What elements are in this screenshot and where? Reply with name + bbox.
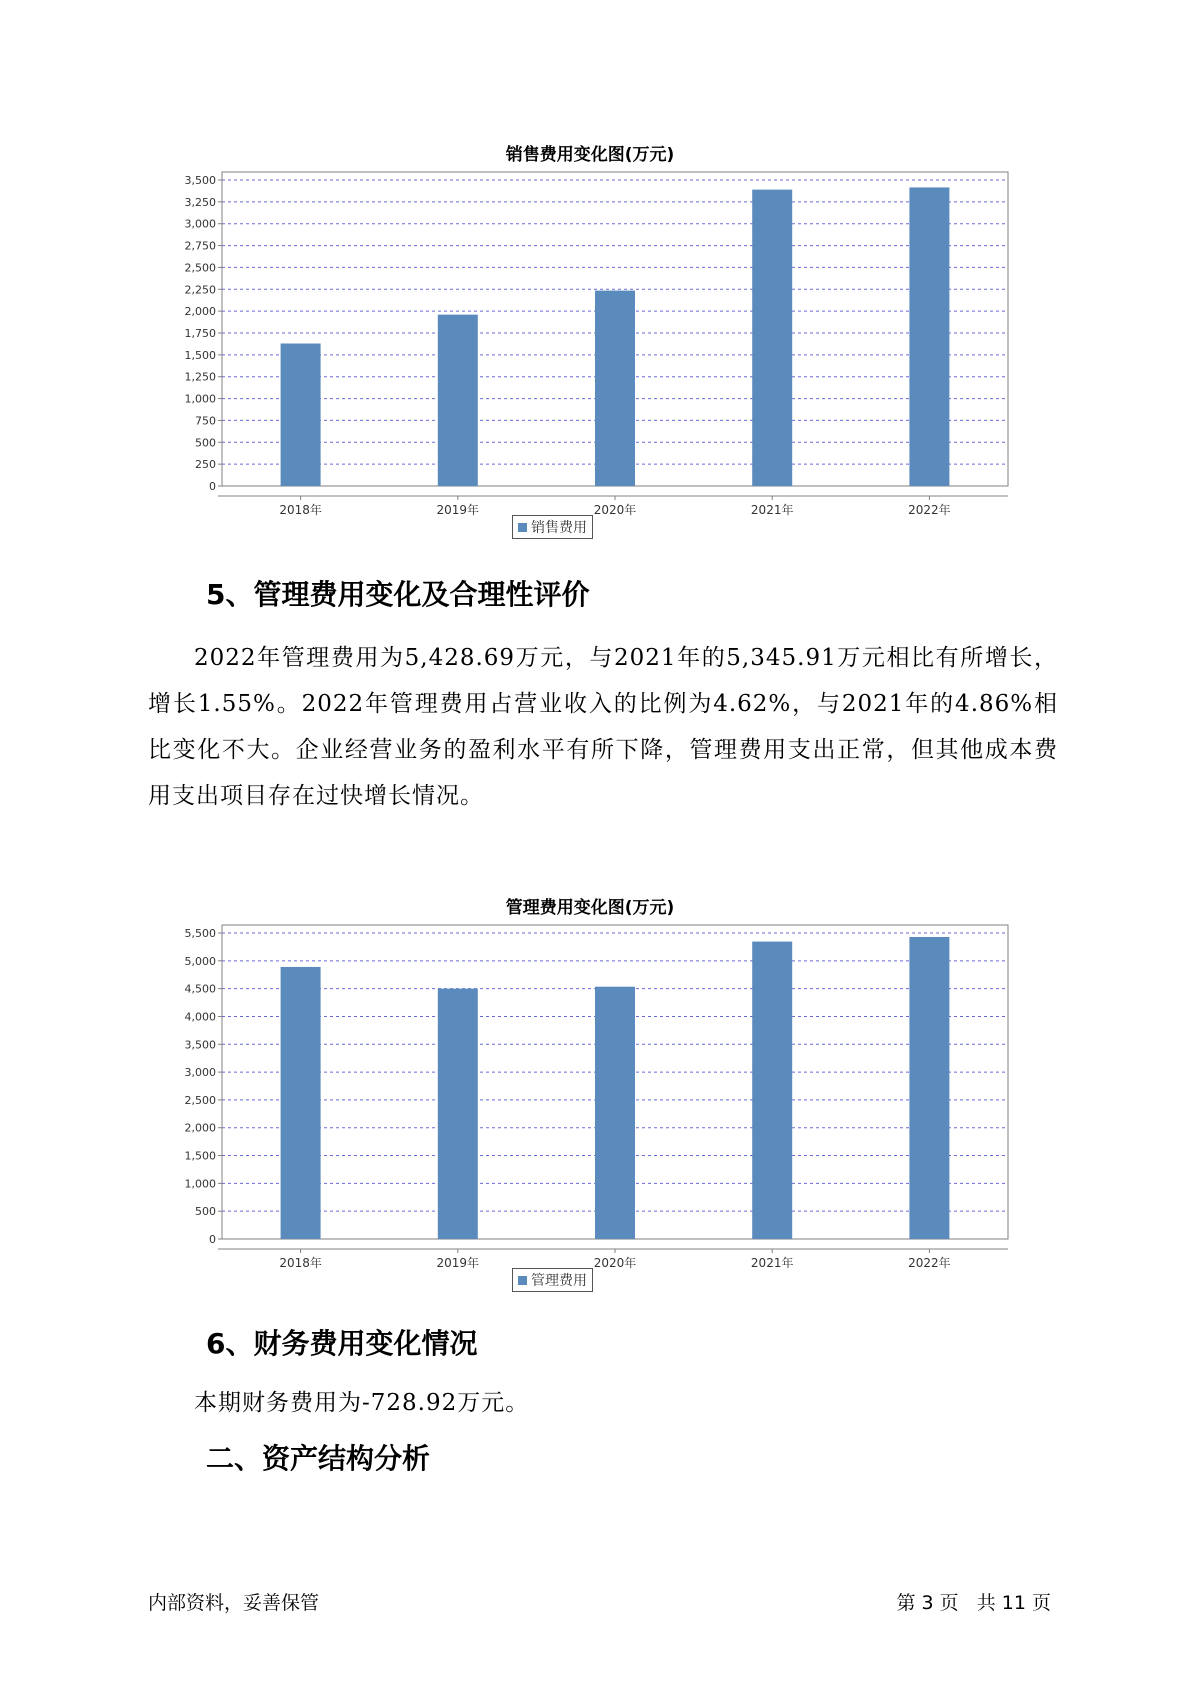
footer-left: 内部资料，妥善保管 xyxy=(148,1592,320,1614)
y-tick-label: 1,500 xyxy=(184,348,216,362)
y-tick-label: 4,000 xyxy=(184,1010,216,1024)
y-tick-label: 5,000 xyxy=(184,954,216,968)
bar-2022年 xyxy=(909,187,949,486)
x-tick-label: 2020年 xyxy=(593,1256,637,1270)
section-5-paragraph: 2022年管理费用为5,428.69万元，与2021年的5,345.91万元相比有所增长，增长1.55%。2022年管理费用占营业收入的比例为4.62%，与2021年的4.86%相比变化不大。企业经营业务的盈利水平有所下降，管理费用支出正常，但其他成本费用支出项目存在过快增长情况。 xyxy=(148,645,1058,809)
bar-2018年 xyxy=(281,343,321,486)
y-tick-label: 3,500 xyxy=(184,174,216,187)
y-tick-label: 3,250 xyxy=(184,195,216,209)
y-tick-label: 1,000 xyxy=(184,392,216,406)
section-6-paragraph: 本期财务费用为-728.92万元。 xyxy=(194,1390,530,1416)
y-tick-label: 500 xyxy=(195,1205,216,1219)
y-tick-label: 1,750 xyxy=(184,327,216,340)
legend-swatch xyxy=(518,523,527,532)
y-tick-label: 4,500 xyxy=(184,982,216,996)
y-tick-label: 2,750 xyxy=(184,239,216,253)
y-tick-label: 1,500 xyxy=(184,1149,216,1163)
admin-expense-plot xyxy=(140,893,1040,1293)
bar-2022年 xyxy=(909,937,949,1239)
y-tick-label: 1,000 xyxy=(184,1177,216,1191)
x-tick-label: 2022年 xyxy=(908,1256,951,1270)
x-tick-label: 2020年 xyxy=(593,503,637,517)
legend-swatch xyxy=(518,1276,527,1285)
bar-2018年 xyxy=(281,967,321,1239)
y-tick-label: 2,250 xyxy=(184,283,216,297)
x-tick-label: 2021年 xyxy=(750,1256,794,1270)
chart-title: 管理费用变化图(万元) xyxy=(505,898,675,918)
section-5-heading: 5、管理费用变化及合理性评价 xyxy=(206,578,590,611)
y-tick-label: 5,500 xyxy=(184,927,216,940)
x-tick-label: 2018年 xyxy=(279,1256,322,1270)
y-tick-label: 750 xyxy=(195,414,216,428)
x-tick-label: 2021年 xyxy=(750,503,794,517)
bar-2021年 xyxy=(752,190,792,486)
y-tick-label: 1,250 xyxy=(184,370,216,384)
chart-legend xyxy=(512,1268,593,1292)
legend-label: 管理费用 xyxy=(531,1273,587,1289)
section-two-heading: 二、资产结构分析 xyxy=(206,1442,431,1475)
bar-2020年 xyxy=(595,987,635,1239)
sales-expense-chart xyxy=(140,140,1040,560)
footer-page-number: 第 3 页 共 11 页 xyxy=(896,1592,1051,1614)
y-tick-label: 250 xyxy=(195,458,216,472)
chart-title: 销售费用变化图(万元) xyxy=(505,145,675,165)
x-tick-label: 2019年 xyxy=(436,1256,480,1270)
section-6-heading: 6、财务费用变化情况 xyxy=(206,1327,478,1360)
x-tick-label: 2022年 xyxy=(908,503,951,517)
y-tick-label: 2,500 xyxy=(184,1093,216,1107)
y-tick-label: 0 xyxy=(209,480,216,493)
bar-2019年 xyxy=(438,315,478,486)
y-tick-label: 500 xyxy=(195,436,216,450)
bar-2020年 xyxy=(595,291,635,486)
bar-2019年 xyxy=(438,989,478,1239)
y-tick-label: 2,000 xyxy=(184,305,216,319)
x-tick-label: 2019年 xyxy=(436,503,480,517)
y-tick-label: 3,000 xyxy=(184,1066,216,1080)
y-tick-label: 3,000 xyxy=(184,217,216,231)
y-tick-label: 2,000 xyxy=(184,1121,216,1135)
legend-label: 销售费用 xyxy=(531,520,587,536)
bar-2021年 xyxy=(752,942,792,1239)
sales-expense-plot xyxy=(140,140,1040,540)
y-tick-label: 3,500 xyxy=(184,1038,216,1052)
admin-expense-chart xyxy=(140,893,1040,1313)
y-tick-label: 2,500 xyxy=(184,261,216,275)
chart-legend xyxy=(512,515,593,539)
y-tick-label: 0 xyxy=(209,1233,216,1246)
x-tick-label: 2018年 xyxy=(279,503,322,517)
